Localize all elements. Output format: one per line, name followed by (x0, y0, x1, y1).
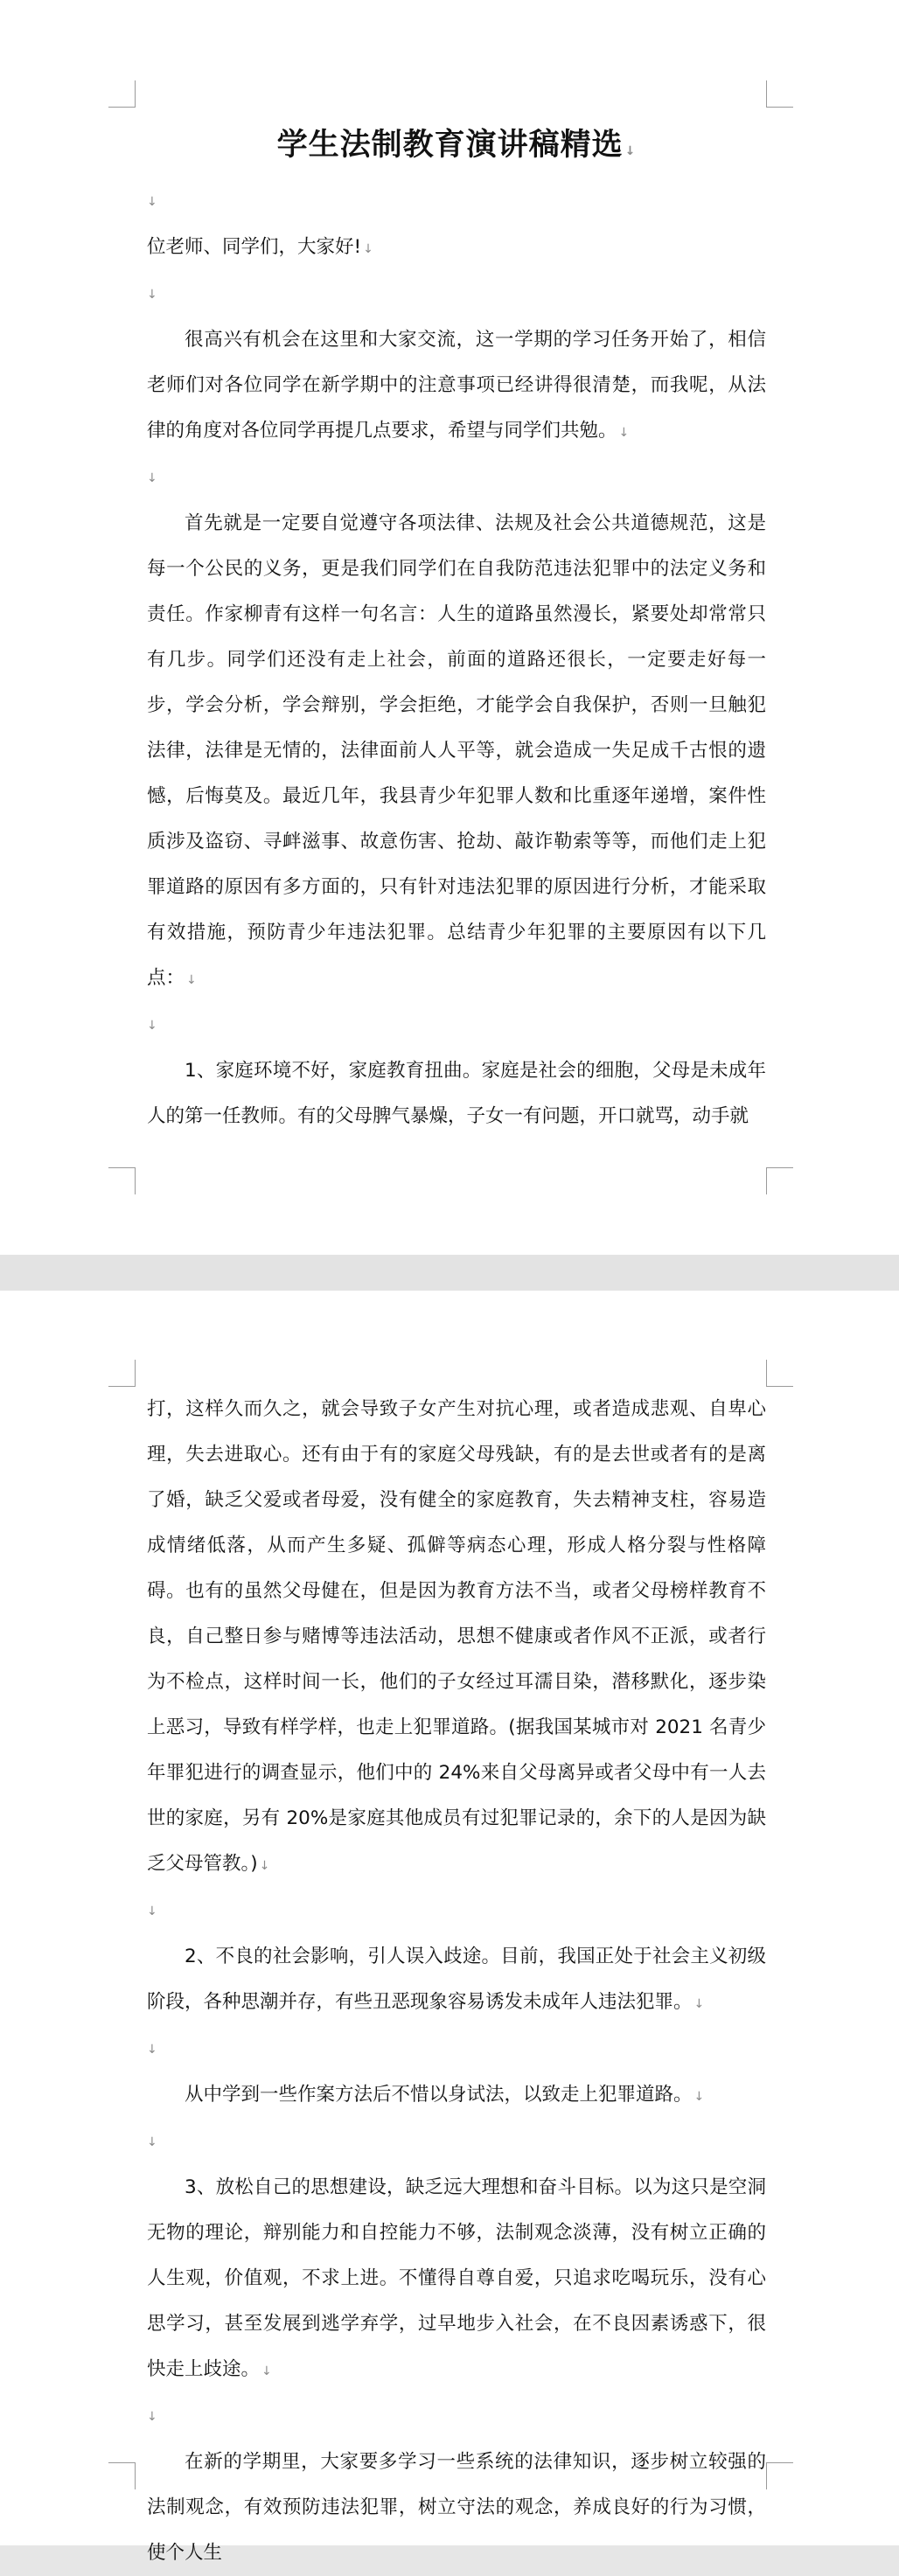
page-1-body[interactable] (147, 117, 766, 1048)
greeting-paragraph (147, 225, 766, 272)
page-corner-mark (108, 1360, 136, 1387)
paragraph-mark-icon: ↓ (363, 242, 373, 256)
page-break-spacer (147, 1139, 766, 1387)
paragraph-mark-icon: ↓ (259, 1859, 270, 1873)
first-point-paragraph (147, 501, 766, 1003)
flowing-body[interactable] (147, 1048, 766, 2576)
paragraph-mark-icon: ↓ (186, 973, 197, 987)
title-text: 学生法制教育演讲稿精选 (276, 128, 624, 163)
page-corner-mark (766, 1360, 793, 1387)
closing-text: 在新的学期里，大家要多学习一些系统的法律知识，逐步树立较强的法制观念，有效预防违法犯罪，树立守法的观念，养成良好的行为习惯，使个人生 (147, 2451, 766, 2564)
page-corner-mark (766, 1167, 793, 1194)
paragraph-mark-icon: ↓ (693, 2090, 705, 2104)
paragraph-mark-icon: ↓ (693, 1997, 705, 2011)
paragraph-mark-icon: ↓ (261, 2364, 272, 2378)
page-corner-mark (108, 80, 136, 108)
cause-3-paragraph (147, 2165, 766, 2394)
first-point-text: 首先就是一定要自觉遵守各项法律、法规及社会公共道德规范，这是每一个公民的义务，更是我们同学们在自我防范违法犯罪中的法定义务和责任。作家柳青有这样一句名言：人生的道路虽然漫长，紧要处却常常只有几步。同学们还没有走上社会，前面的道路还很长，一定要走好每一步，学会分析，学会辩别，学会拒绝，才能学会自我保护，否则一旦触犯法律，法律是无情的，法律面前人人平等，就会造成一失足成千古恨的遗憾，后悔莫及。最近几年，我县青少年犯罪人数和比重逐年递增，案件性质涉及盗窃、寻衅滋事、故意伤害、抢劫、敲诈勒索等等，而他们走上犯罪道路的原因有多方面的，只有针对违法犯罪的原因进行分析，才能采取有效措施，预防青少年违法犯罪。总结青少年犯罪的主要原因有以下几点： (147, 512, 766, 989)
intro-paragraph (147, 317, 766, 456)
page-corner-mark (766, 80, 793, 108)
empty-paragraph: ↓ (147, 2043, 157, 2057)
empty-paragraph: ↓ (147, 2135, 157, 2149)
paragraph-mark-icon: ↓ (618, 426, 630, 440)
empty-paragraph: ↓ (147, 195, 157, 209)
cause-1-paragraph (147, 1048, 766, 1889)
empty-paragraph: ↓ (147, 1019, 157, 1033)
cause-3-text: 3、放松自己的思想建设，缺乏远大理想和奋斗目标。以为这只是空洞无物的理论，辩别能力和自控能力不够，法制观念淡薄，没有树立正确的人生观，价值观，不求上进。不懂得自尊自爱，只追求吃喝玩乐，没有心思学习，甚至发展到逃学弃学，过早地步入社会，在不良因素诱惑下，很快走上歧途。 (147, 2176, 766, 2380)
empty-paragraph: ↓ (147, 288, 157, 302)
empty-paragraph: ↓ (147, 2410, 157, 2424)
cause-2-continued-paragraph (147, 2072, 766, 2120)
page-corner-mark (108, 2462, 136, 2489)
page-corner-mark (766, 2462, 793, 2489)
paragraph-mark-icon: ↓ (624, 144, 637, 158)
greeting-text: 位老师、同学们，大家好! (147, 236, 362, 258)
page-corner-mark (108, 1167, 136, 1194)
empty-paragraph: ↓ (147, 471, 157, 485)
intro-text: 很高兴有机会在这里和大家交流，这一学期的学习任务开始了，相信老师们对各位同学在新学期中的注意事项已经讲得很清楚，而我呢，从法律的角度对各位同学再提几点要求，希望与同学们共勉。 (147, 329, 766, 442)
cause-2-paragraph (147, 1934, 766, 2027)
cause-1-text: 1、家庭环境不好，家庭教育扭曲。家庭是社会的细胞，父母是未成年人的第一任教师。有的父母脾气暴燥，子女一有问题，开口就骂，动手就 打，这样久而久之，就会导致子女产生对抗心理，或者造成悲观、自卑心理，失去进取心。还有由于有的家庭父母残缺，有的是去世或者有的是离了婚，缺乏父爱或者母爱，没有健全的家庭教育，失去精神支柱，容易造成情绪低落，从而产生多疑、孤僻等病态心理，形成人格分裂与性格障碍。也有的虽然父母健在，但是因为教育方法不当，或者父母榜样教育不良，自己整日参与赌博等违法活动，思想不健康或者作风不正派，或者行为不检点，这样时间一长，他们的子女经过耳濡目染，潜移默化，逐步染上恶习，导致有样学样，也走上犯罪道路。(据我国某城市对 2021 名青少年罪犯进行的调查显示，他们中的 24%来自父母离异或者父母中有一人去世的家庭，另有 20%是家庭其他成员有过犯罪记录的，余下的人是因为缺乏父母管教。) (147, 1060, 766, 1875)
cause-2-continued-text: 从中学到一些作案方法后不惜以身试法，以致走上犯罪道路。 (185, 2084, 693, 2106)
document-title (147, 117, 766, 179)
closing-paragraph (147, 2440, 766, 2576)
cause-2-text: 2、不良的社会影响，引人误入歧途。目前，我国正处于社会主义初级阶段，各种思潮并存，有些丑恶现象容易诱发未成年人违法犯罪。 (147, 1946, 766, 2013)
empty-paragraph: ↓ (147, 1904, 157, 1918)
